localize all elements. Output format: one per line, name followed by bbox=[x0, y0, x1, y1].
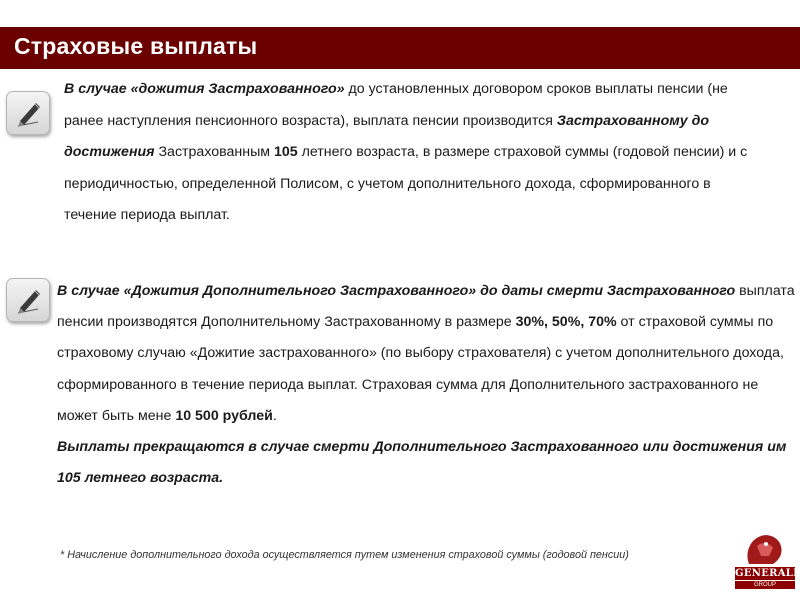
pen-icon bbox=[6, 91, 50, 135]
paragraph-survival-insured: В случае «дожития Застрахованного» до установленных договором сроков выплаты пенсии (не ранее наступления пенсионного возраста), выплата пенсии производится Застрахованному до достижения Застрахованным 105 летнего возраста, в размере страховой суммы (годовой пенсии) и с периодичностью, определенной Полисом, с учетом дополнительного дохода, сформированного в течение периода выплат. bbox=[64, 81, 748, 223]
header-bar bbox=[0, 27, 800, 69]
paragraph-survival-additional-insured: В случае «Дожития Дополнительного Застрахованного» до даты смерти Застрахованного выплата пенсии производятся Дополнительному Застрахованному в размере 30%, 50%, 70% от страховой суммы по страховому случаю «Дожитие застрахованного» (по выбору страхователя) с учетом дополнительного дохода, сформированного в течение периода выплат. Страховая сумма для Дополнительного застрахованного не может быть мене 10 500 рублей. Выплаты прекращаются в случае смерти Дополнительного Застрахованного или достижения им 105 летнего возраста. bbox=[57, 283, 795, 487]
footnote: * Начисление дополнительного дохода осуществляется путем изменения страховой суммы (годовой пенсии) bbox=[60, 549, 629, 561]
pen-icon bbox=[6, 278, 50, 322]
logo-subtitle: GROUP bbox=[735, 581, 795, 589]
page-title: Страховые выплаты bbox=[14, 33, 258, 59]
generali-logo bbox=[735, 526, 799, 594]
logo-wordmark: GENERALI bbox=[735, 568, 799, 579]
lion-icon bbox=[735, 526, 795, 568]
payments-stop-note: Выплаты прекращаются в случае смерти Дополнительного Застрахованного или достижения им 105 летнего возраста. bbox=[57, 439, 787, 487]
